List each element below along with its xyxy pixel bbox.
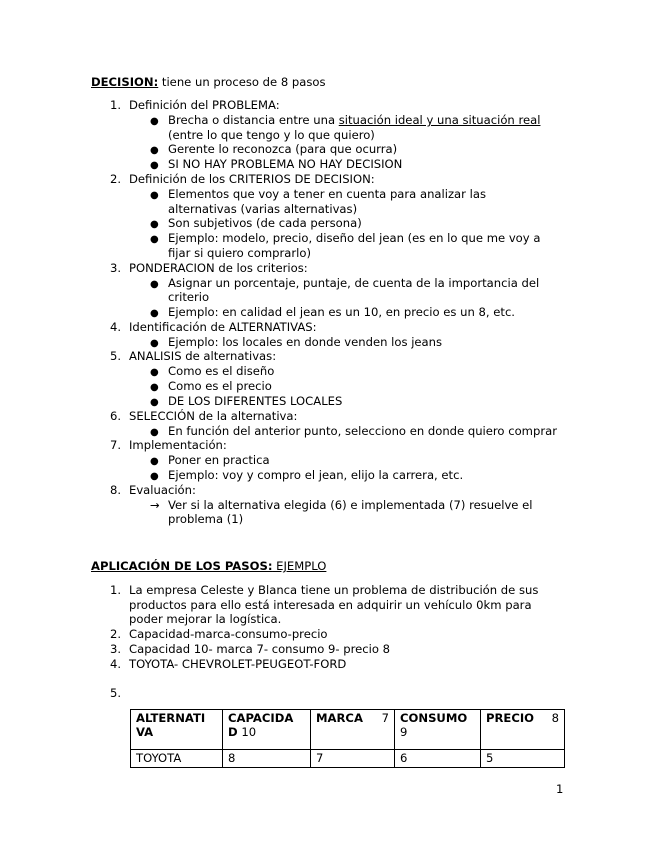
step-title: PONDERACION de los criterios:	[129, 261, 308, 275]
bullet-text: Ejemplo: voy y compro el jean, elijo la carrera, etc.	[168, 468, 464, 482]
bullet-text: Como es el diseño	[168, 364, 275, 378]
item-text: TOYOTA- CHEVROLET-PEUGEOT-FORD	[129, 657, 347, 671]
bullet-text: Como es el precio	[168, 379, 272, 393]
bullet-icon: ●	[150, 471, 159, 482]
bullet-text-cont: (entre lo que tengo y lo que quiero)	[168, 128, 375, 142]
bullet-icon: ●	[150, 160, 159, 171]
item-number: 2.	[110, 627, 122, 641]
bullet-icon: ●	[150, 145, 159, 156]
bullet-text: Ejemplo: en calidad el jean es un 10, en precio es un 8, etc.	[168, 305, 515, 319]
step-title: Identificación de ALTERNATIVAS:	[129, 320, 317, 334]
bullet-text: Poner en practica	[168, 453, 270, 467]
item-text: Capacidad 10- marca 7- consumo 9- precio 8	[129, 642, 390, 656]
step-number: 6.	[110, 409, 122, 423]
step-number: 4.	[110, 320, 122, 334]
bullet-icon: ●	[150, 367, 159, 378]
aplicacion-heading: APLICACIÓN DE LOS PASOS: EJEMPLO	[91, 559, 327, 573]
item-text: productos para ello está interesada en adquirir un vehículo 0km para	[129, 598, 532, 612]
bullet-icon: ●	[150, 219, 159, 230]
step-title: ANALISIS de alternativas:	[129, 349, 277, 363]
table-cell: 7	[311, 750, 395, 768]
bullet-icon: ●	[150, 382, 159, 393]
bullet-icon: ●	[150, 427, 159, 438]
item-number: 4.	[110, 657, 122, 671]
step-number: 7.	[110, 438, 122, 452]
bullet-icon: ●	[150, 397, 159, 408]
step-title: Definición de los CRITERIOS DE DECISION:	[129, 172, 375, 186]
bullet-text-cont: fijar si quiero comprarlo)	[168, 246, 311, 260]
bullet-text: Ver si la alternativa elegida (6) e implementada (7) resuelve el	[168, 498, 533, 512]
item-number: 1.	[110, 583, 122, 597]
bullet-text: Ejemplo: los locales en donde venden los jeans	[168, 335, 443, 349]
item-number: 5.	[110, 686, 122, 700]
table-row	[131, 750, 565, 768]
bullet-text: SI NO HAY PROBLEMA NO HAY DECISION	[168, 157, 403, 171]
bullet-text: Son subjetivos (de cada persona)	[168, 216, 362, 230]
step-number: 5.	[110, 349, 122, 363]
bullet-icon: ●	[150, 234, 159, 245]
decision-heading: DECISION: tiene un proceso de 8 pasos	[91, 75, 326, 89]
arrow-right-icon: →	[150, 498, 160, 512]
step-title: Evaluación:	[129, 483, 196, 497]
item-text: Capacidad-marca-consumo-precio	[129, 627, 328, 641]
table-header-cell: CONSUMO 9	[395, 710, 481, 750]
table-header-cell: MARCA 7	[311, 710, 395, 750]
bullet-text: Asignar un porcentaje, puntaje, de cuenta de la importancia del	[168, 276, 540, 290]
step-number: 1.	[110, 98, 122, 112]
criteria-table	[130, 709, 565, 768]
bullet-text-cont: criterio	[168, 290, 210, 304]
bullet-icon: ●	[150, 308, 159, 319]
bullet-text: Ejemplo: modelo, precio, diseño del jean (es en lo que me voy a	[168, 231, 541, 245]
step-number: 8.	[110, 483, 122, 497]
bullet-text: Gerente lo reconozca (para que ocurra)	[168, 142, 398, 156]
table-header-row	[131, 710, 565, 750]
bullet-text: En función del anterior punto, selecciono en donde quiero comprar	[168, 424, 557, 438]
table-cell: 8	[223, 750, 311, 768]
step-number: 3.	[110, 261, 122, 275]
bullet-icon: ●	[150, 190, 159, 201]
table-header-cell: ALTERNATI VA	[131, 710, 223, 750]
page-number: 1	[556, 782, 564, 796]
bullet-text: Brecha o distancia entre una situación ideal y una situación real	[168, 113, 541, 127]
step-number: 2.	[110, 172, 122, 186]
item-text: poder mejorar la logística.	[129, 612, 282, 626]
bullet-icon: ●	[150, 116, 159, 127]
table-cell: 6	[395, 750, 481, 768]
bullet-text: Elementos que voy a tener en cuenta para analizar las	[168, 187, 486, 201]
bullet-icon: ●	[150, 338, 159, 349]
bullet-text-cont: problema (1)	[168, 512, 244, 526]
bullet-text-cont: alternativas (varias alternativas)	[168, 202, 358, 216]
table-cell: TOYOTA	[131, 750, 223, 768]
step-title: Implementación:	[129, 438, 227, 452]
item-text: La empresa Celeste y Blanca tiene un problema de distribución de sus	[129, 583, 539, 597]
bullet-text: DE LOS DIFERENTES LOCALES	[168, 394, 343, 408]
table-header-cell: CAPACIDA D 10	[223, 710, 311, 750]
step-title: Definición del PROBLEMA:	[129, 98, 280, 112]
bullet-icon: ●	[150, 456, 159, 467]
step-title: SELECCIÓN de la alternativa:	[129, 409, 298, 423]
table-cell: 5	[481, 750, 565, 768]
bullet-icon: ●	[150, 279, 159, 290]
item-number: 3.	[110, 642, 122, 656]
table-header-cell: PRECIO 8	[481, 710, 565, 750]
